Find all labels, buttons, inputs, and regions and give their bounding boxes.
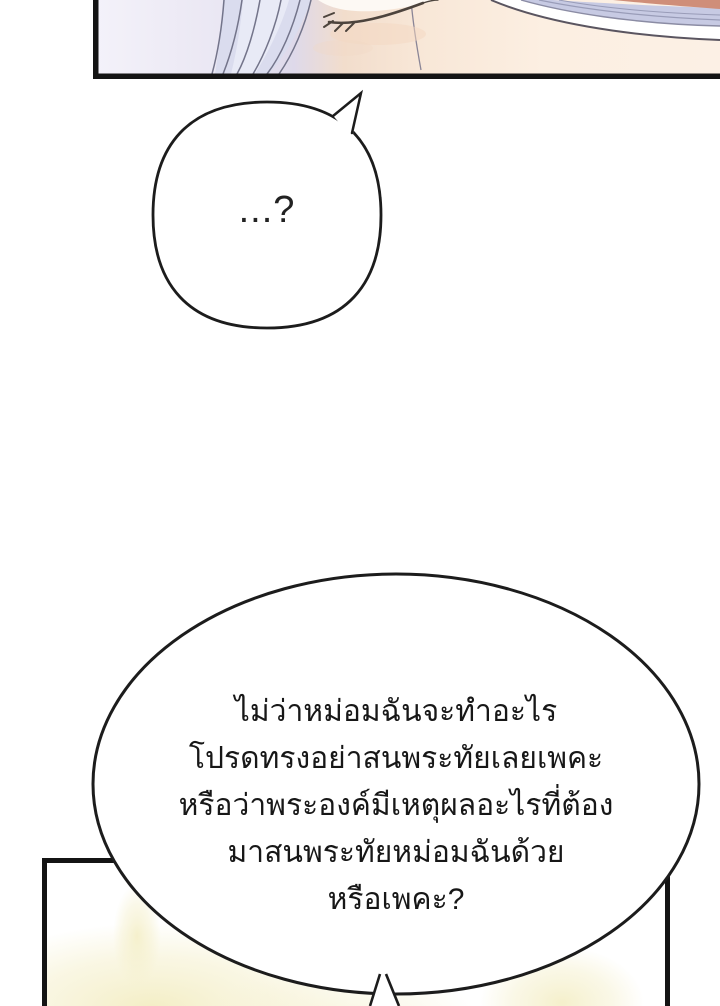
speech-text-ellipsis-question: ...?	[238, 189, 296, 231]
dialogue-line: หรือเพคะ?	[327, 883, 465, 916]
dialogue-line: โปรดทรงอย่าสนพระทัยเลยเพคะ	[188, 742, 604, 775]
dialogue-line: หรือว่าพระองค์มีเหตุผลอะไรที่ต้อง	[178, 789, 614, 822]
speech-text-thai-dialogue	[96, 688, 696, 923]
dialogue-line: ไม่ว่าหม่อมฉันจะทำอะไร	[234, 695, 558, 728]
dialogue-line: มาสนพระทัยหม่อมฉันด้วย	[227, 836, 565, 869]
